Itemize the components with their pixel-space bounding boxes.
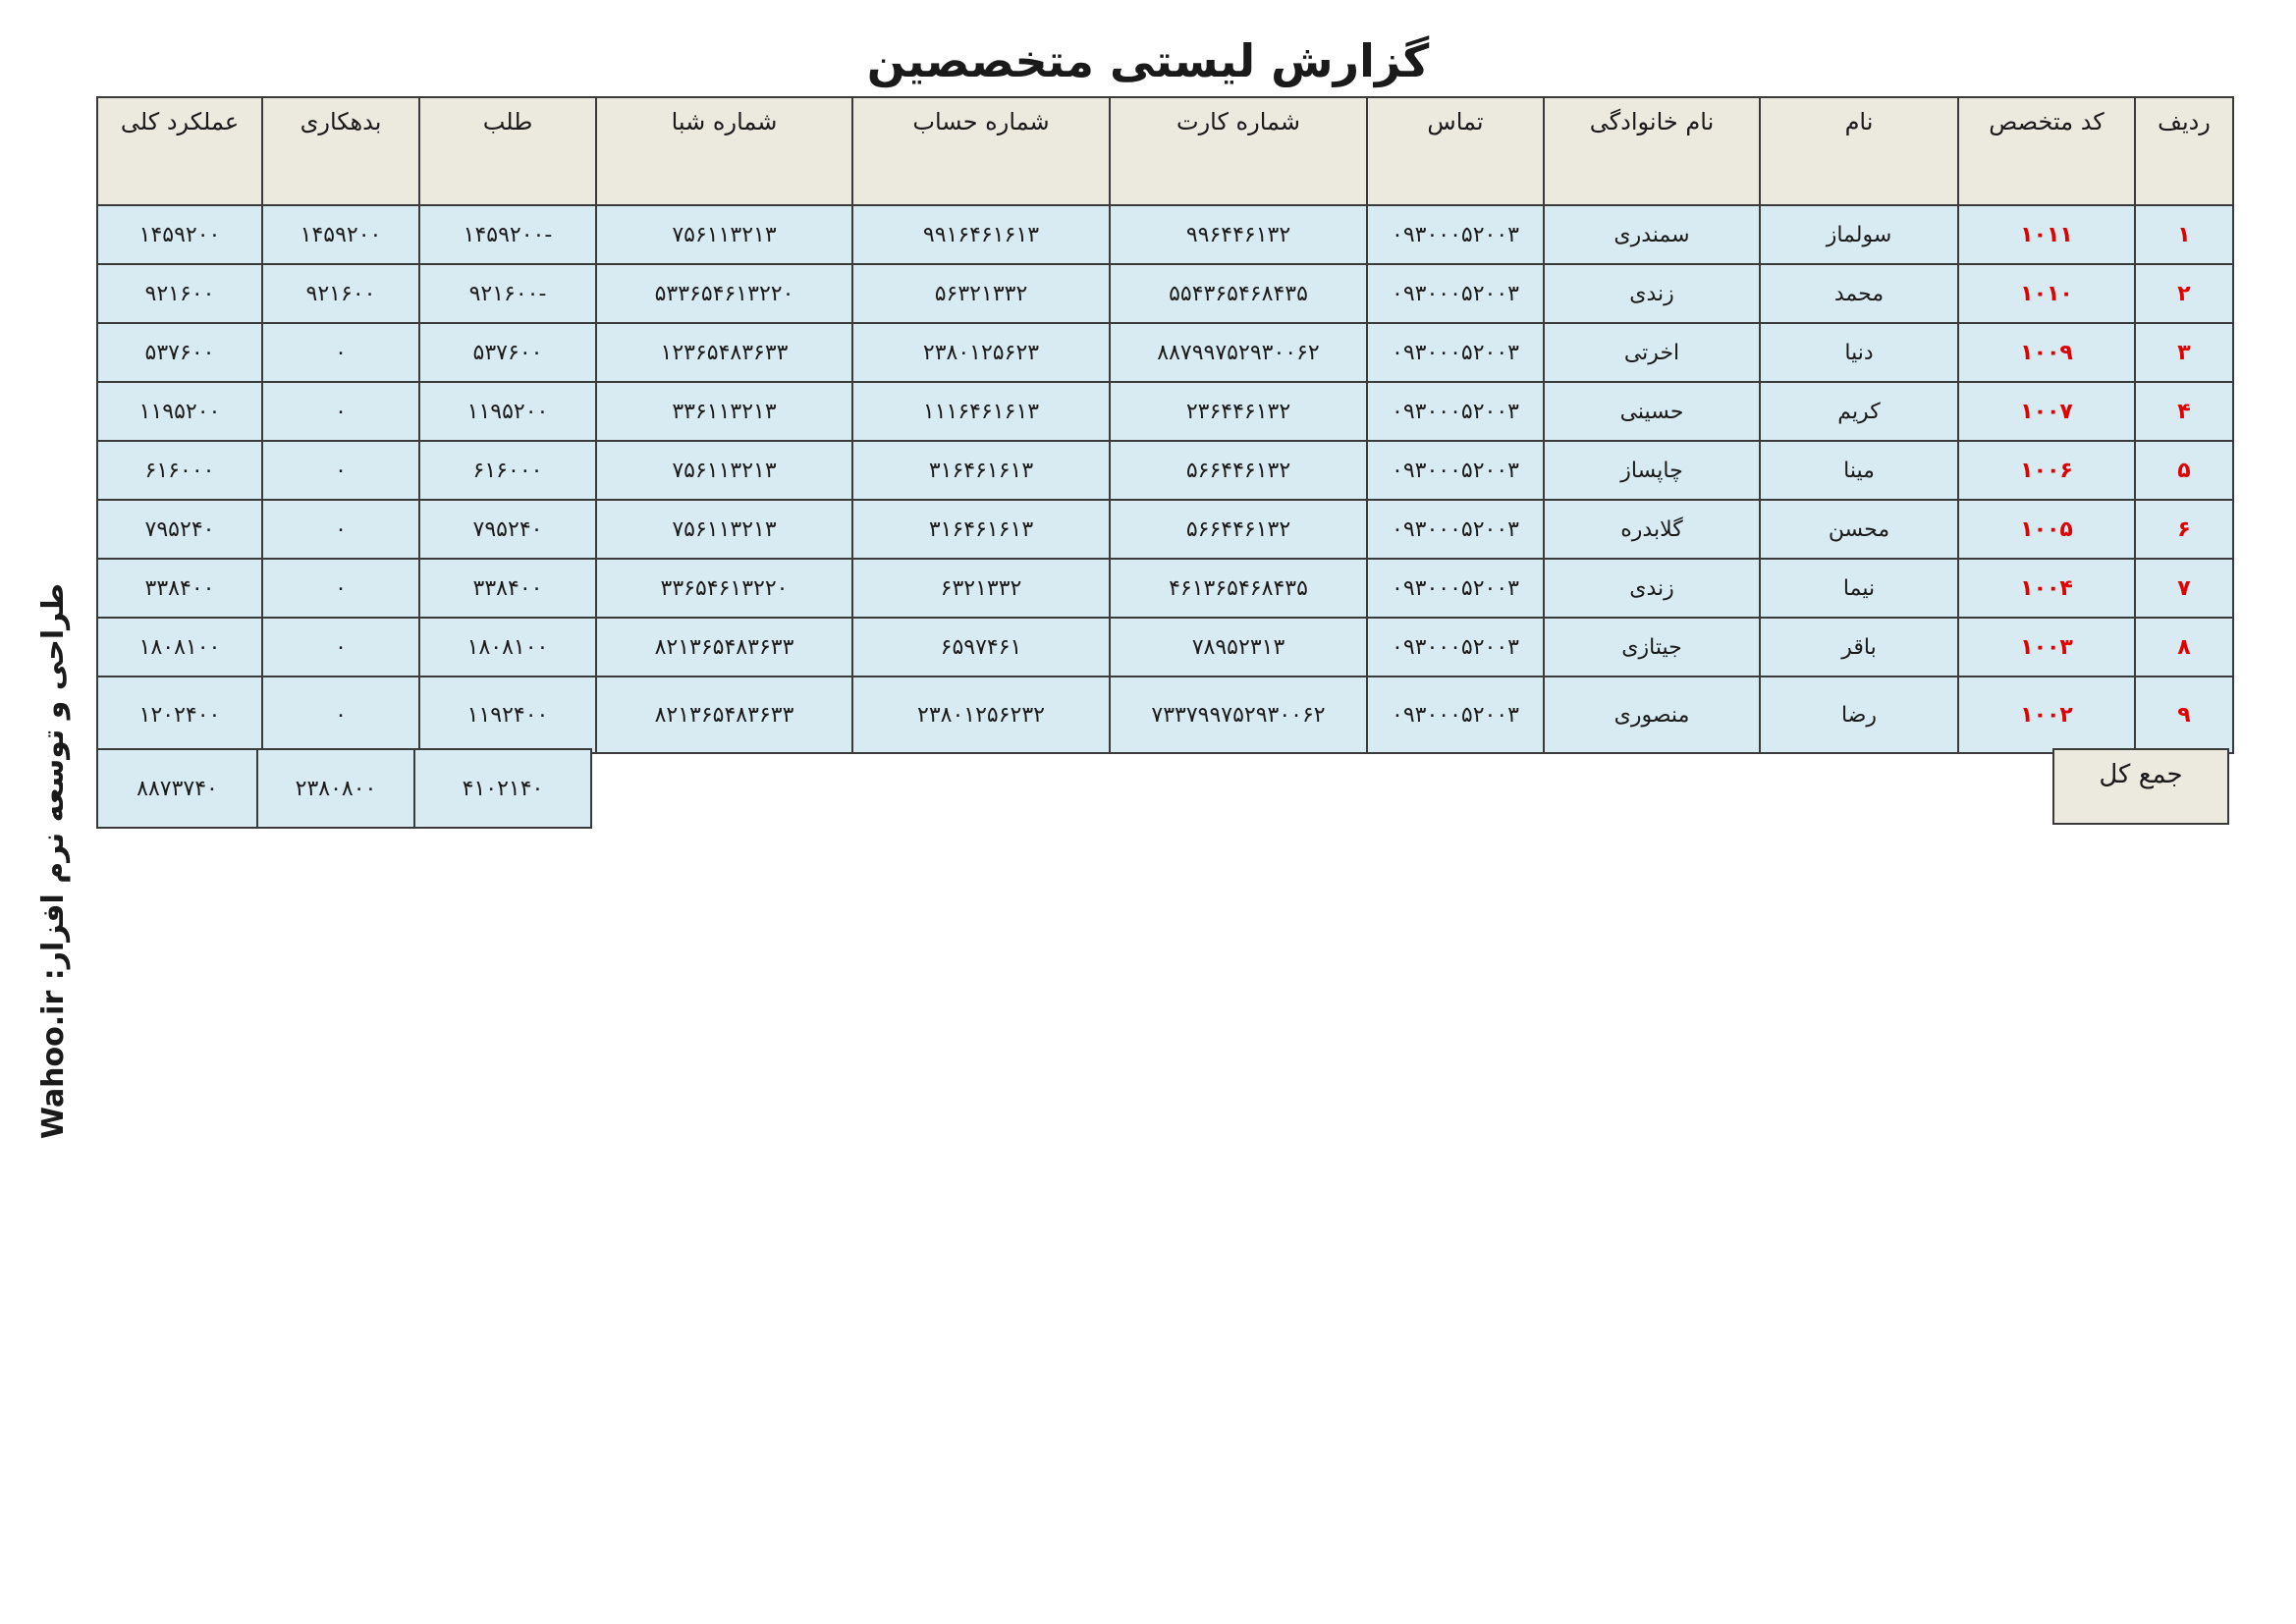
table-row: [97, 205, 2233, 264]
credit-cell: ۶۱۶۰۰۰: [419, 441, 596, 500]
phone-cell: ۰۹۳۰۰۰۵۲۰۰۳: [1367, 382, 1544, 441]
overall-cell: ۳۳۸۴۰۰: [97, 559, 262, 618]
total-credit-cell: ۴۱۰۲۱۴۰: [414, 749, 591, 828]
card-number-cell: ۹۹۶۴۴۶۱۳۲: [1110, 205, 1367, 264]
debt-cell: ۱۴۵۹۲۰۰: [262, 205, 419, 264]
specialist-code-cell: ۱۰۰۲: [1958, 677, 2135, 753]
last-name-cell: گلابدره: [1544, 500, 1760, 559]
phone-cell: ۰۹۳۰۰۰۵۲۰۰۳: [1367, 677, 1544, 753]
row-number-cell: ۲: [2135, 264, 2233, 323]
first-name-cell: سولماز: [1760, 205, 1958, 264]
last-name-cell: حسینی: [1544, 382, 1760, 441]
specialist-code-cell: ۱۰۰۷: [1958, 382, 2135, 441]
row-number-cell: ۱: [2135, 205, 2233, 264]
debt-cell: ۹۲۱۶۰۰: [262, 264, 419, 323]
row-number-cell: ۹: [2135, 677, 2233, 753]
row-number-cell: ۷: [2135, 559, 2233, 618]
total-debt-cell: ۲۳۸۰۸۰۰: [257, 749, 414, 828]
account-number-cell: ۳۱۶۴۶۱۶۱۳: [852, 441, 1110, 500]
row-number-cell: ۵: [2135, 441, 2233, 500]
row-number-cell: ۴: [2135, 382, 2233, 441]
first-name-cell: مینا: [1760, 441, 1958, 500]
phone-cell: ۰۹۳۰۰۰۵۲۰۰۳: [1367, 323, 1544, 382]
specialist-code-cell: ۱۰۰۵: [1958, 500, 2135, 559]
debt-cell: ۰: [262, 382, 419, 441]
overall-cell: ۶۱۶۰۰۰: [97, 441, 262, 500]
phone-cell: ۰۹۳۰۰۰۵۲۰۰۳: [1367, 618, 1544, 677]
header-specialist-code: کد متخصص: [1958, 97, 2135, 205]
first-name-cell: محسن: [1760, 500, 1958, 559]
first-name-cell: نیما: [1760, 559, 1958, 618]
last-name-cell: چاپساز: [1544, 441, 1760, 500]
sheba-number-cell: ۸۲۱۳۶۵۴۸۳۶۳۳: [596, 677, 852, 753]
report-title: گزارش لیستی متخصصین: [866, 34, 1430, 87]
header-row-number: ردیف: [2135, 97, 2233, 205]
table-row: [97, 441, 2233, 500]
header-last-name: نام خانوادگی: [1544, 97, 1760, 205]
table-row: [97, 677, 2233, 753]
first-name-cell: باقر: [1760, 618, 1958, 677]
header-account-number: شماره حساب: [852, 97, 1110, 205]
phone-cell: ۰۹۳۰۰۰۵۲۰۰۳: [1367, 441, 1544, 500]
total-overall-cell: ۸۸۷۳۷۴۰: [97, 749, 257, 828]
credit-cell: -۱۴۵۹۲۰۰: [419, 205, 596, 264]
table-row: [97, 323, 2233, 382]
header-overall-performance: عملکرد کلی: [97, 97, 262, 205]
sheba-number-cell: ۵۳۳۶۵۴۶۱۳۲۲۰: [596, 264, 852, 323]
account-number-cell: ۵۶۳۲۱۳۳۲: [852, 264, 1110, 323]
table-row: [97, 500, 2233, 559]
card-number-cell: ۵۵۴۳۶۵۴۶۸۴۳۵: [1110, 264, 1367, 323]
card-number-cell: ۷۳۳۷۹۹۷۵۲۹۳۰۰۶۲: [1110, 677, 1367, 753]
specialists-table: [96, 96, 2234, 754]
first-name-cell: محمد: [1760, 264, 1958, 323]
row-number-cell: ۸: [2135, 618, 2233, 677]
header-first-name: نام: [1760, 97, 1958, 205]
card-number-cell: ۷۸۹۵۲۳۱۳: [1110, 618, 1367, 677]
header-sheba-number: شماره شبا: [596, 97, 852, 205]
table-row: [97, 618, 2233, 677]
sheba-number-cell: ۷۵۶۱۱۳۲۱۳: [596, 500, 852, 559]
sheba-number-cell: ۷۵۶۱۱۳۲۱۳: [596, 205, 852, 264]
first-name-cell: رضا: [1760, 677, 1958, 753]
table-row: [97, 382, 2233, 441]
overall-cell: ۱۲۰۲۴۰۰: [97, 677, 262, 753]
grand-total-label: جمع کل: [2052, 748, 2229, 825]
card-number-cell: ۵۶۶۴۴۶۱۳۲: [1110, 441, 1367, 500]
last-name-cell: منصوری: [1544, 677, 1760, 753]
card-number-cell: ۴۶۱۳۶۵۴۶۸۴۳۵: [1110, 559, 1367, 618]
debt-cell: ۰: [262, 677, 419, 753]
card-number-cell: ۸۸۷۹۹۷۵۲۹۳۰۰۶۲: [1110, 323, 1367, 382]
account-number-cell: ۲۳۸۰۱۲۵۶۲۳۲: [852, 677, 1110, 753]
last-name-cell: سمندری: [1544, 205, 1760, 264]
sheba-number-cell: ۳۳۶۱۱۳۲۱۳: [596, 382, 852, 441]
row-number-cell: ۳: [2135, 323, 2233, 382]
overall-cell: ۱۴۵۹۲۰۰: [97, 205, 262, 264]
grand-total-row: [97, 749, 591, 828]
header-credit: طلب: [419, 97, 596, 205]
debt-cell: ۰: [262, 618, 419, 677]
specialist-code-cell: ۱۰۰۶: [1958, 441, 2135, 500]
card-number-cell: ۲۳۶۴۴۶۱۳۲: [1110, 382, 1367, 441]
credit-cell: ۷۹۵۲۴۰: [419, 500, 596, 559]
overall-cell: ۷۹۵۲۴۰: [97, 500, 262, 559]
header-card-number: شماره کارت: [1110, 97, 1367, 205]
header-row: [97, 97, 2233, 205]
first-name-cell: کریم: [1760, 382, 1958, 441]
last-name-cell: زندی: [1544, 559, 1760, 618]
last-name-cell: زندی: [1544, 264, 1760, 323]
specialist-code-cell: ۱۰۰۹: [1958, 323, 2135, 382]
credit-cell: ۱۱۹۲۴۰۰: [419, 677, 596, 753]
account-number-cell: ۱۱۱۶۴۶۱۶۱۳: [852, 382, 1110, 441]
debt-cell: ۰: [262, 559, 419, 618]
table-row: [97, 559, 2233, 618]
last-name-cell: اخرتی: [1544, 323, 1760, 382]
first-name-cell: دنیا: [1760, 323, 1958, 382]
specialist-code-cell: ۱۰۱۰: [1958, 264, 2135, 323]
credit-cell: ۱۸۰۸۱۰۰: [419, 618, 596, 677]
overall-cell: ۱۸۰۸۱۰۰: [97, 618, 262, 677]
credit-cell: ۳۳۸۴۰۰: [419, 559, 596, 618]
table-row: [97, 264, 2233, 323]
overall-cell: ۹۲۱۶۰۰: [97, 264, 262, 323]
phone-cell: ۰۹۳۰۰۰۵۲۰۰۳: [1367, 264, 1544, 323]
header-debt: بدهکاری: [262, 97, 419, 205]
overall-cell: ۱۱۹۵۲۰۰: [97, 382, 262, 441]
header-phone: تماس: [1367, 97, 1544, 205]
account-number-cell: ۲۳۸۰۱۲۵۶۲۳: [852, 323, 1110, 382]
developer-credit: طراحی و توسعه نرم افزار: Wahoo.ir: [36, 582, 71, 1140]
sheba-number-cell: ۷۵۶۱۱۳۲۱۳: [596, 441, 852, 500]
specialist-code-cell: ۱۰۱۱: [1958, 205, 2135, 264]
debt-cell: ۰: [262, 500, 419, 559]
account-number-cell: ۶۵۹۷۴۶۱: [852, 618, 1110, 677]
overall-cell: ۵۳۷۶۰۰: [97, 323, 262, 382]
specialist-code-cell: ۱۰۰۳: [1958, 618, 2135, 677]
account-number-cell: ۶۳۲۱۳۳۲: [852, 559, 1110, 618]
phone-cell: ۰۹۳۰۰۰۵۲۰۰۳: [1367, 205, 1544, 264]
grand-total-table: [96, 748, 592, 829]
last-name-cell: جیتازی: [1544, 618, 1760, 677]
phone-cell: ۰۹۳۰۰۰۵۲۰۰۳: [1367, 500, 1544, 559]
credit-cell: ۵۳۷۶۰۰: [419, 323, 596, 382]
card-number-cell: ۵۶۶۴۴۶۱۳۲: [1110, 500, 1367, 559]
specialist-code-cell: ۱۰۰۴: [1958, 559, 2135, 618]
phone-cell: ۰۹۳۰۰۰۵۲۰۰۳: [1367, 559, 1544, 618]
sheba-number-cell: ۸۲۱۳۶۵۴۸۳۶۳۳: [596, 618, 852, 677]
credit-cell: ۱۱۹۵۲۰۰: [419, 382, 596, 441]
row-number-cell: ۶: [2135, 500, 2233, 559]
debt-cell: ۰: [262, 441, 419, 500]
account-number-cell: ۹۹۱۶۴۶۱۶۱۳: [852, 205, 1110, 264]
sheba-number-cell: ۳۳۶۵۴۶۱۳۲۲۰: [596, 559, 852, 618]
sheba-number-cell: ۱۲۳۶۵۴۸۳۶۳۳: [596, 323, 852, 382]
credit-cell: -۹۲۱۶۰۰: [419, 264, 596, 323]
debt-cell: ۰: [262, 323, 419, 382]
account-number-cell: ۳۱۶۴۶۱۶۱۳: [852, 500, 1110, 559]
